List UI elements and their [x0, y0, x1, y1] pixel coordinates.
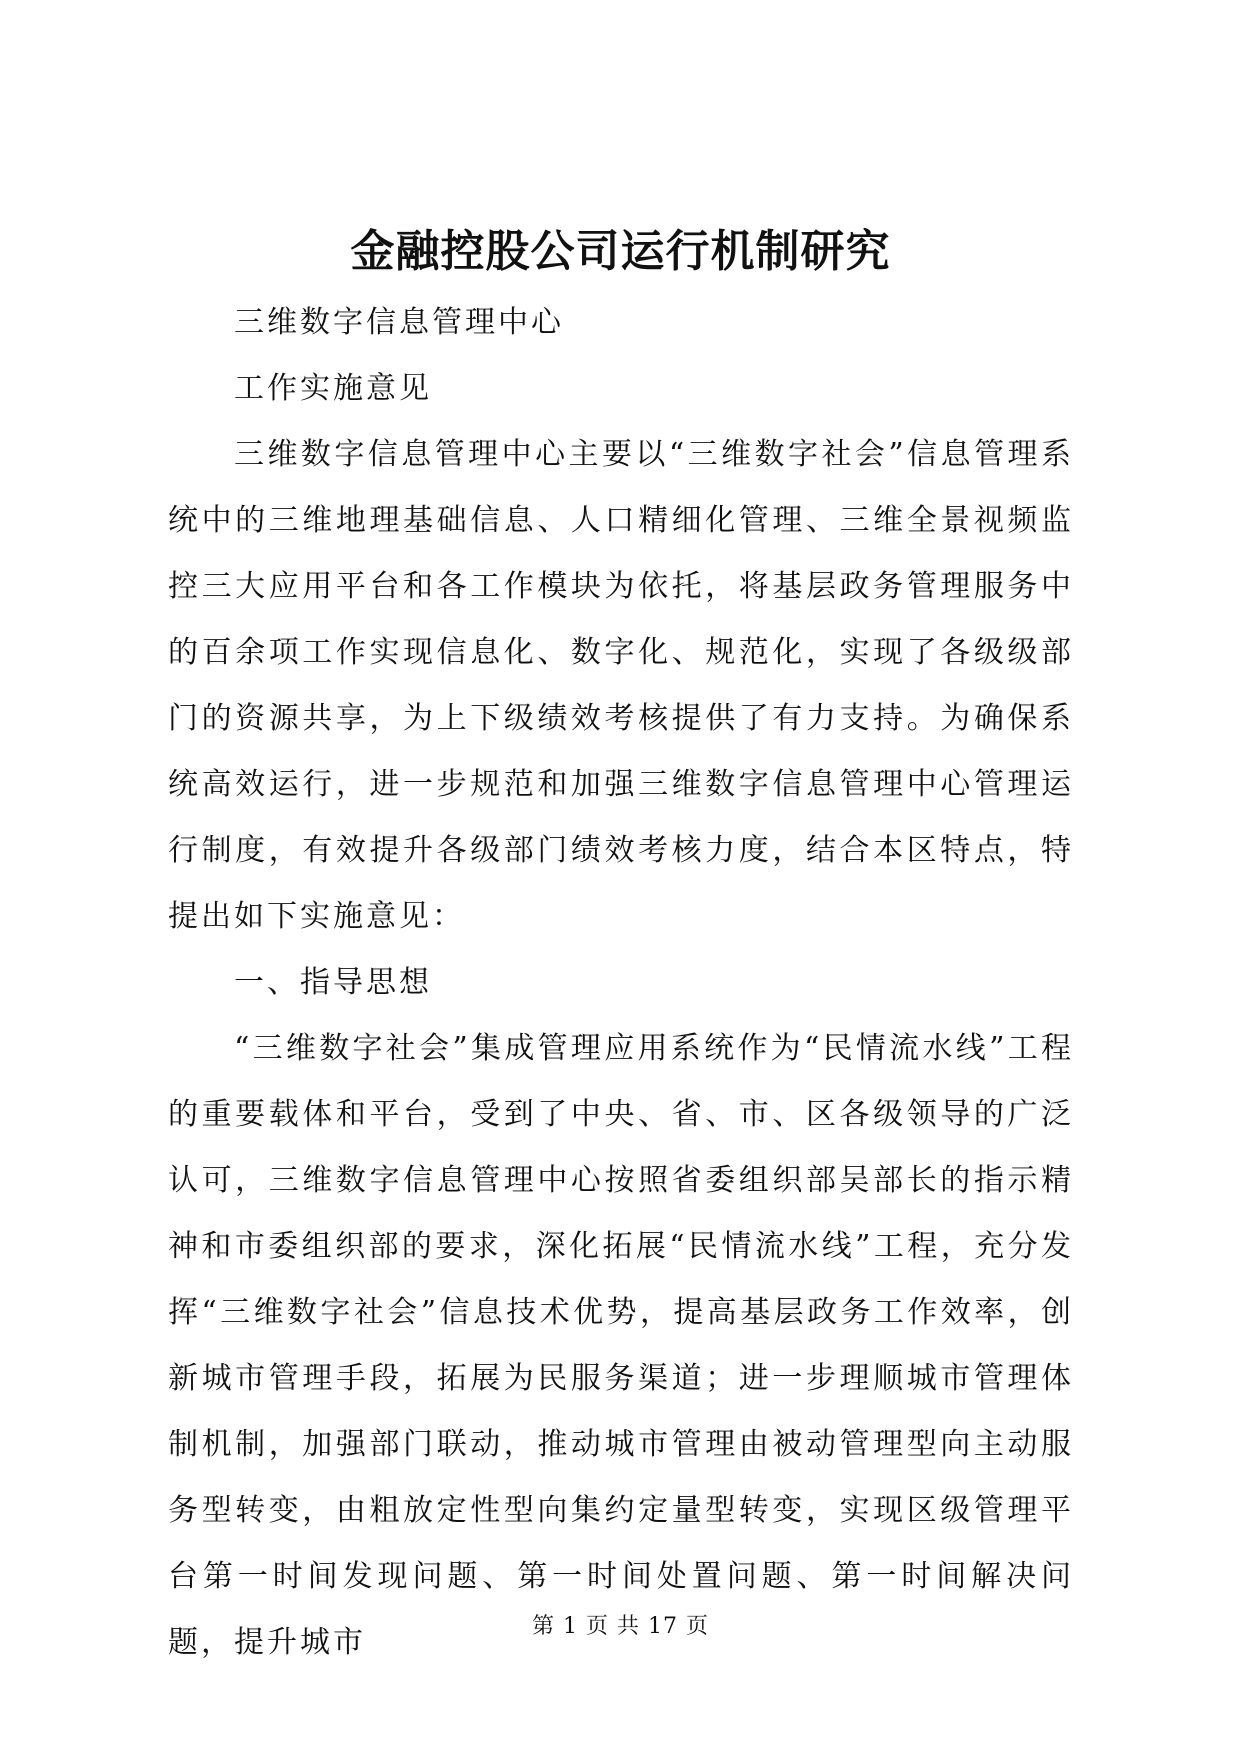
section-heading-guiding-ideology: 一、指导思想 [234, 965, 432, 1000]
page-footer: 第 1 页 共 17 页 [532, 1614, 709, 1639]
document-title: 金融控股公司运行机制研究 [350, 226, 891, 277]
paragraph-subtitle: 工作实施意见 [234, 371, 432, 406]
paragraph-org-name: 三维数字信息管理中心 [234, 305, 564, 340]
paragraph-intro: 三维数字信息管理中心主要以“三维数字社会”信息管理系统中的三维地理基础信息、人口精细化管理、三维全景视频监控三大应用平台和各工作模块为依托，将基层政务管理服务中的百余项工作实现信息化、数字化、规范化，实现了各级级部门的资源共享，为上下级绩效考核提供了有力支持。为确保系统高效运行，进一步规范和加强三维数字信息管理中心管理运行制度，有效提升各级部门绩效考核力度，结合本区特点，特提出如下实施意见： [168, 437, 1074, 934]
paragraph-guiding-ideology: “三维数字社会”集成管理应用系统作为“民情流水线”工程的重要载体和平台，受到了中央、省、市、区各级领导的广泛认可，三维数字信息管理中心按照省委组织部吴部长的指示精神和市委组织部的要求，深化拓展“民情流水线”工程，充分发挥“三维数字社会”信息技术优势，提高基层政务工作效率，创新城市管理手段，拓展为民服务渠道；进一步理顺城市管理体制机制，加强部门联动，推动城市管理由被动管理型向主动服务型转变，由粗放定性型向集约定量型转变，实现区级管理平台第一时间发现问题、第一时间处置问题、第一时间解决问题，提升城市 [168, 1031, 1074, 1660]
document-body [168, 290, 1074, 1676]
